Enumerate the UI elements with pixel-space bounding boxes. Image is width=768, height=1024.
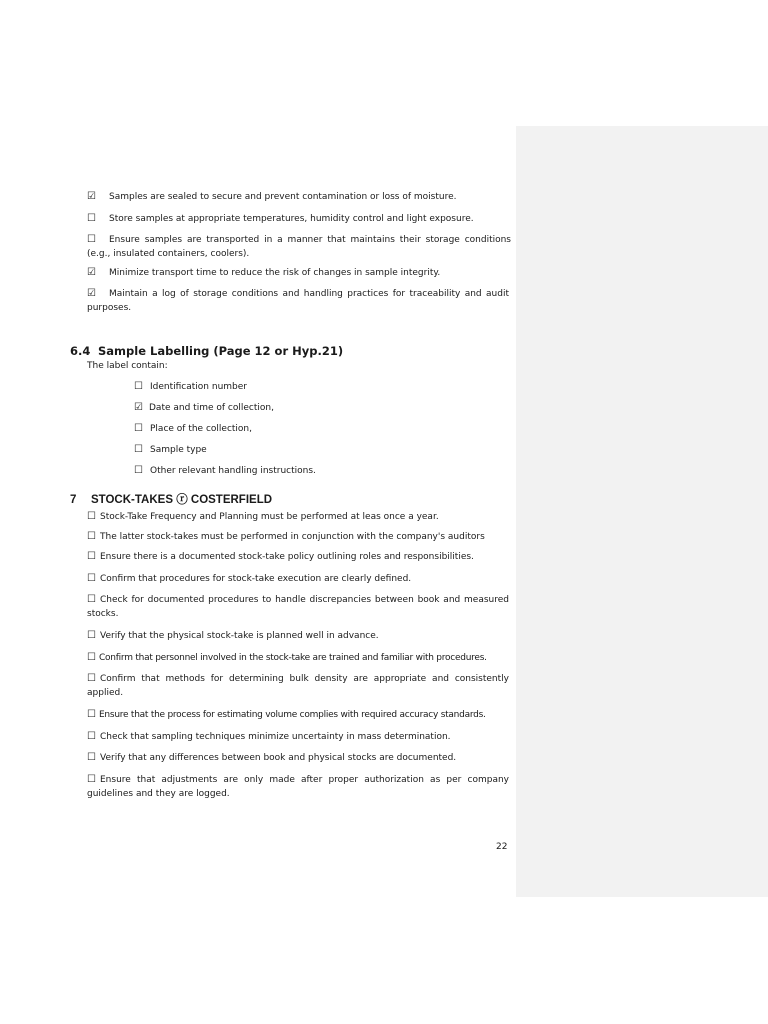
stocktake-item xyxy=(87,593,509,621)
label-item xyxy=(134,380,247,394)
label-item xyxy=(134,443,207,457)
stocktake-item xyxy=(87,550,474,564)
stocktake-item xyxy=(87,708,486,722)
checklist-item xyxy=(87,212,509,226)
unchecked-box-icon[interactable]: ☐ xyxy=(87,511,96,522)
checklist-item-text: Maintain a log of storage conditions and handling practices for traceability and audit purposes. xyxy=(87,289,509,313)
unchecked-box-icon[interactable]: ☐ xyxy=(87,531,96,542)
stocktake-item-text: Confirm that methods for determining bulk density are appropriate and consistently applied. xyxy=(87,674,509,698)
label-item-text: Other relevant handling instructions. xyxy=(150,466,316,476)
unchecked-box-icon[interactable]: ☐ xyxy=(87,630,96,641)
unchecked-box-icon[interactable]: ☐ xyxy=(87,774,96,785)
unchecked-box-icon[interactable]: ☐ xyxy=(87,213,96,224)
unchecked-box-icon[interactable]: ☐ xyxy=(87,594,96,605)
stocktake-item xyxy=(87,510,439,524)
checklist-item xyxy=(87,287,509,315)
checked-box-icon[interactable]: ☑ xyxy=(87,267,96,278)
label-item xyxy=(134,401,274,415)
stocktake-item xyxy=(87,672,509,700)
checklist-item xyxy=(87,266,509,280)
unchecked-box-icon[interactable]: ☐ xyxy=(134,423,143,434)
checklist-item xyxy=(87,233,511,261)
checklist-item-text: Minimize transport time to reduce the risk of changes in sample integrity. xyxy=(109,268,441,278)
stocktake-item-text: The latter stock-takes must be performed in conjunction with the company's auditors xyxy=(100,532,485,542)
unchecked-box-icon[interactable]: ☐ xyxy=(87,573,96,584)
checked-box-icon[interactable]: ☑ xyxy=(87,288,96,299)
checklist-item-text: Ensure samples are transported in a manner that maintains their storage conditions (e.g., insulated containers, coolers). xyxy=(87,235,511,259)
label-intro: The label contain: xyxy=(87,361,168,371)
stocktake-item-text: Confirm that procedures for stock-take execution are clearly defined. xyxy=(100,574,412,584)
stocktake-item xyxy=(87,530,485,544)
stocktake-item xyxy=(87,730,451,744)
stocktake-item xyxy=(87,651,487,665)
checklist-item xyxy=(87,190,509,204)
unchecked-box-icon[interactable]: ☐ xyxy=(134,381,143,392)
label-item-text: Sample type xyxy=(150,445,207,455)
unchecked-box-icon[interactable]: ☐ xyxy=(134,444,143,455)
stocktake-item-text: Check for documented procedures to handle discrepancies between book and measured stocks. xyxy=(87,595,509,619)
stocktake-item xyxy=(87,572,411,586)
stocktake-item xyxy=(87,751,456,765)
stocktake-item-text: Verify that any differences between book and physical stocks are documented. xyxy=(100,753,457,763)
comments-pane xyxy=(516,126,768,897)
stocktake-item-text: Verify that the physical stock-take is planned well in advance. xyxy=(100,631,379,641)
page-number: 22 xyxy=(496,842,508,852)
unchecked-box-icon[interactable]: ☐ xyxy=(87,652,96,663)
stocktake-item-text: Stock-Take Frequency and Planning must be performed at leas once a year. xyxy=(100,512,439,522)
label-item-text: Identification number xyxy=(150,382,247,392)
stocktake-item xyxy=(87,629,379,643)
label-item-text: Date and time of collection, xyxy=(149,403,274,413)
label-item xyxy=(134,422,252,436)
section-heading-7: 7 STOCK-TAKES ⓡ COSTERFIELD xyxy=(70,494,273,506)
checked-box-icon[interactable]: ☑ xyxy=(87,191,96,202)
unchecked-box-icon[interactable]: ☐ xyxy=(87,551,96,562)
stocktake-item-text: Ensure there is a documented stock-take policy outlining roles and responsibilities. xyxy=(100,552,474,562)
unchecked-box-icon[interactable]: ☐ xyxy=(87,731,96,742)
checklist-item-text: Store samples at appropriate temperatures, humidity control and light exposure. xyxy=(109,214,474,224)
unchecked-box-icon[interactable]: ☐ xyxy=(134,465,143,476)
stocktake-item-text: Confirm that personnel involved in the stock-take are trained and familiar with procedures. xyxy=(99,653,487,663)
checked-box-icon[interactable]: ☑ xyxy=(134,402,143,413)
label-item-text: Place of the collection, xyxy=(150,424,252,434)
unchecked-box-icon[interactable]: ☐ xyxy=(87,752,96,763)
label-item xyxy=(134,464,316,478)
unchecked-box-icon[interactable]: ☐ xyxy=(87,234,96,245)
stocktake-item-text: Ensure that the process for estimating volume complies with required accuracy standards. xyxy=(99,710,486,720)
stocktake-item-text: Check that sampling techniques minimize uncertainty in mass determination. xyxy=(100,732,451,742)
checklist-item-text: Samples are sealed to secure and prevent contamination or loss of moisture. xyxy=(109,192,457,202)
unchecked-box-icon[interactable]: ☐ xyxy=(87,709,96,720)
section-heading-6-4: 6.4 Sample Labelling (Page 12 or Hyp.21) xyxy=(70,344,344,358)
unchecked-box-icon[interactable]: ☐ xyxy=(87,673,96,684)
stocktake-item xyxy=(87,773,509,801)
stocktake-item-text: Ensure that adjustments are only made after proper authorization as per company guidelines and they are logged. xyxy=(87,775,509,799)
